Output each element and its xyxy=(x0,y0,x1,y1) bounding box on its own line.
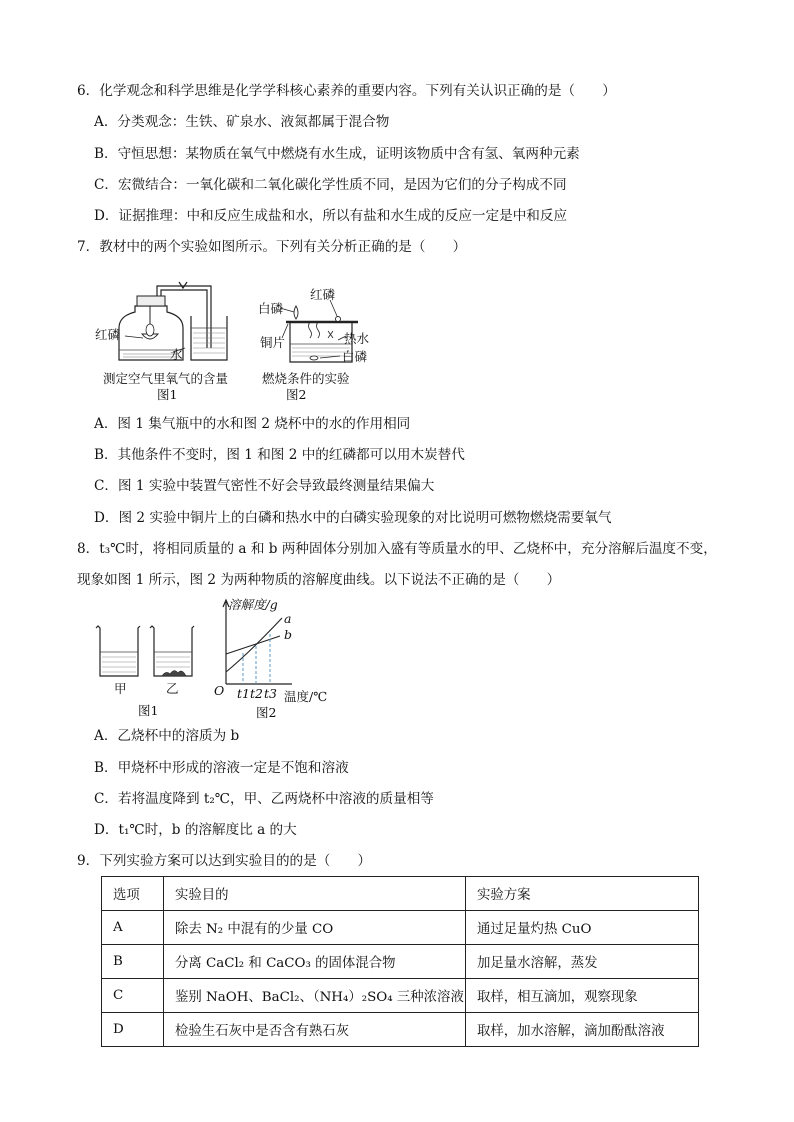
q6-option-b: B．守恒思想：某物质在氧气中燃烧有水生成，证明该物质中含有氢、氧两种元素 xyxy=(94,146,580,162)
q9-table xyxy=(101,876,699,1047)
q7-option-d: D．图 2 实验中铜片上的白磷和热水中的白磷实验现象的对比说明可燃物燃烧需要氧气 xyxy=(94,510,612,526)
q7-option-c: C．图 1 实验中装置气密性不好会导致最终测量结果偏大 xyxy=(94,478,435,494)
q7-fig2-red-phosphorus-label: 红磷 xyxy=(310,287,336,302)
table-cell-option: B xyxy=(102,945,164,979)
q7-fig2-hot-water-label: 热水 xyxy=(344,331,370,346)
table-header-option: 选项 xyxy=(102,877,164,911)
table-row xyxy=(102,1013,699,1047)
table-cell-plan: 加足量水溶解，蒸发 xyxy=(466,945,699,979)
table-row xyxy=(102,911,699,945)
q8-fig2-tick-t3: t3 xyxy=(264,686,277,701)
table-cell-purpose: 检验生石灰中是否含有熟石灰 xyxy=(164,1013,466,1047)
q7-fig2-number: 图2 xyxy=(286,387,307,402)
q8-fig1-beaker-jia-label: 甲 xyxy=(114,681,127,696)
q8-fig1-beaker-yi-label: 乙 xyxy=(166,681,179,696)
q8-figure-1-drawing xyxy=(92,622,202,682)
q8-figure-2 xyxy=(210,596,340,722)
q8-stem-line-1: 8．t₃℃时，将相同质量的 a 和 b 两种固体分别加入盛有等质量水的甲、乙烧杯中，充分溶解后温度不变， xyxy=(77,541,717,557)
q8-option-b: B．甲烧杯中形成的溶液一定是不饱和溶液 xyxy=(94,760,349,776)
table-row xyxy=(102,979,699,1013)
q8-option-c: C．若将温度降到 t₂℃，甲、乙两烧杯中溶液的质量相等 xyxy=(94,791,434,807)
q8-curve-b xyxy=(226,636,280,654)
table-cell-plan: 通过足量灼热 CuO xyxy=(466,911,699,945)
q6-option-c: C．宏微结合：一氧化碳和二氧化碳化学性质不同，是因为它们的分子构成不同 xyxy=(94,177,567,193)
q7-fig1-red-phosphorus-label: 红磷 xyxy=(95,327,121,342)
table-header-purpose: 实验目的 xyxy=(164,877,466,911)
q8-fig1-number: 图1 xyxy=(138,703,159,718)
q7-fig2-white-phosphorus-bottom-label: 白磷 xyxy=(342,349,368,364)
q7-option-a: A．图 1 集气瓶中的水和图 2 烧杯中的水的作用相同 xyxy=(94,416,411,432)
q8-fig2-origin-label: O xyxy=(214,683,225,698)
table-cell-plan: 取样，加水溶解，滴加酚酞溶液 xyxy=(466,1013,699,1047)
table-cell-plan: 取样，相互滴加，观察现象 xyxy=(466,979,699,1013)
table-cell-purpose: 除去 N₂ 中混有的少量 CO xyxy=(164,911,466,945)
q8-fig2-curve-b-label: b xyxy=(284,627,293,642)
q8-figure-1 xyxy=(92,622,202,722)
table-header-row xyxy=(102,877,699,911)
table-cell-option: D xyxy=(102,1013,164,1047)
q9-stem: 9．下列实验方案可以达到实验目的的是（ ） xyxy=(77,853,372,869)
q7-figure-2 xyxy=(258,286,388,404)
q7-fig1-number: 图1 xyxy=(157,387,178,402)
q8-fig2-tick-t1: t1 xyxy=(237,686,250,701)
q6-option-a: A．分类观念：生铁、矿泉水、液氮都属于混合物 xyxy=(94,114,390,130)
q8-stem-line-2: 现象如图 1 所示，图 2 为两种物质的溶解度曲线。以下说法不正确的是（ ） xyxy=(77,572,561,588)
q7-fig1-water-label: 水 xyxy=(170,347,183,362)
q7-stem: 7．教材中的两个实验如图所示。下列有关分析正确的是（ ） xyxy=(77,239,467,255)
q8-option-d: D．t₁℃时，b 的溶解度比 a 的大 xyxy=(94,822,297,838)
q8-fig2-xlabel: 温度/℃ xyxy=(284,689,328,704)
table-cell-option: C xyxy=(102,979,164,1013)
table-cell-option: A xyxy=(102,911,164,945)
q8-fig2-number: 图2 xyxy=(256,705,277,720)
q6-stem: 6．化学观念和科学思维是化学学科核心素养的重要内容。下列有关认识正确的是（ ） xyxy=(77,83,616,99)
q8-option-a: A．乙烧杯中的溶质为 b xyxy=(94,728,240,744)
q7-fig2-white-phosphorus-top-label: 白磷 xyxy=(258,301,284,316)
q8-fig2-ylabel: 溶解度/g xyxy=(228,597,278,612)
q7-option-b: B．其他条件不变时，图 1 和图 2 中的红磷都可以用木炭替代 xyxy=(94,447,465,463)
q8-fig2-curve-a-label: a xyxy=(284,611,292,626)
table-cell-purpose: 鉴别 NaOH、BaCl₂、（NH₄）₂SO₄ 三种浓溶液 xyxy=(164,979,466,1013)
q7-fig2-copper-label: 铜片 xyxy=(260,335,286,350)
q8-fig2-tick-t2: t2 xyxy=(250,686,263,701)
table-header-plan: 实验方案 xyxy=(466,877,699,911)
table-row xyxy=(102,945,699,979)
q7-fig2-caption: 燃烧条件的实验 xyxy=(262,371,350,386)
q7-figure-1 xyxy=(95,278,255,403)
table-cell-purpose: 分离 CaCl₂ 和 CaCO₃ 的固体混合物 xyxy=(164,945,466,979)
q6-option-d: D．证据推理：中和反应生成盐和水，所以有盐和水生成的反应一定是中和反应 xyxy=(94,208,568,224)
q7-fig1-caption: 测定空气里氧气的含量 xyxy=(103,371,229,386)
